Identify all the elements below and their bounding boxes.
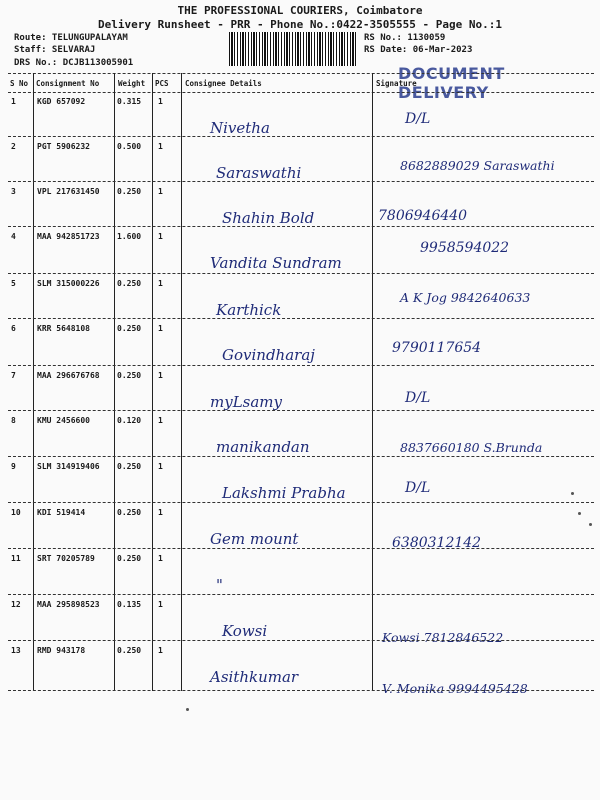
table-top-border [8,73,594,74]
col-sno-header: S No [10,79,29,88]
row-consignee-name: Govindharaj [222,346,315,364]
row-weight: 0.250 [117,324,142,333]
row-sno: 1 [11,97,16,106]
row-consignee-name: Nivetha [210,119,270,137]
row-sno: 9 [11,462,16,471]
row-divider [8,318,594,319]
col-divider-5 [372,73,373,691]
row-signature: 7806946440 [378,208,468,224]
scan-speck [589,523,592,526]
row-weight: 0.500 [117,142,142,151]
col-signature-header: Signature [376,79,417,88]
row-sno: 7 [11,371,16,380]
row-sno: 6 [11,324,16,333]
row-pcs: 1 [158,97,163,106]
col-weight-header: Weight [118,79,146,88]
row-consignment-no: RMD 943178 [37,646,86,655]
row-pcs: 1 [158,646,163,655]
row-sno: 3 [11,187,16,196]
row-sno: 2 [11,142,16,151]
document-delivery-stamp: DOCUMENT DELIVERY [398,64,505,102]
row-consignment-no: SLM 315000226 [37,279,100,288]
row-signature: D/L [405,390,431,406]
row-divider [8,640,594,641]
row-weight: 0.250 [117,508,142,517]
row-consignment-no: KGD 657092 [37,97,86,106]
row-sno: 12 [11,600,21,609]
row-divider [8,690,594,691]
row-pcs: 1 [158,600,163,609]
row-pcs: 1 [158,416,163,425]
row-weight: 1.600 [117,232,142,241]
route-label: Route: TELUNGUPALAYAM [14,33,128,43]
row-pcs: 1 [158,508,163,517]
row-consignment-no: KMU 2456600 [37,416,90,425]
row-consignment-no: MAA 295898523 [37,600,100,609]
row-weight: 0.250 [117,187,142,196]
row-weight: 0.250 [117,554,142,563]
row-consignee-name: Karthick [216,301,282,319]
row-consignee-name: Kowsi [222,622,268,640]
row-consignment-no: SLM 314919406 [37,462,100,471]
scan-speck [578,512,581,515]
runsheet-subtitle: Delivery Runsheet - PRR - Phone No.:0422-3505555 - Page No.:1 [98,18,502,31]
row-divider [8,136,594,137]
barcode-image [229,32,357,66]
row-consignment-no: KDI 519414 [37,508,86,517]
row-consignee-name: Vandita Sundram [210,254,342,272]
row-consignment-no: VPL 217631450 [37,187,100,196]
row-divider [8,456,594,457]
row-pcs: 1 [158,324,163,333]
row-consignee-name: myLsamy [210,393,282,411]
row-consignee-name: " [216,576,223,594]
row-consignee-name: Gem mount [210,530,299,548]
row-pcs: 1 [158,462,163,471]
row-divider [8,502,594,503]
row-weight: 0.250 [117,279,142,288]
row-consignment-no: MAA 296676768 [37,371,100,380]
row-signature: 9958594022 [420,240,510,256]
row-pcs: 1 [158,187,163,196]
row-divider [8,548,594,549]
col-consignee-header: Consignee Details [185,79,262,88]
row-weight: 0.135 [117,600,142,609]
row-sno: 10 [11,508,21,517]
scan-speck [186,708,189,711]
row-pcs: 1 [158,279,163,288]
scan-speck [571,492,574,495]
row-sno: 4 [11,232,16,241]
header-bottom-border [8,92,594,93]
row-weight: 0.250 [117,462,142,471]
col-divider-2 [114,73,115,691]
row-signature: V. Monika 9994495428 [382,681,528,696]
row-divider [8,181,594,182]
row-weight: 0.250 [117,371,142,380]
row-sno: 5 [11,279,16,288]
row-sno: 11 [11,554,21,563]
col-pcs-header: PCS [155,79,169,88]
row-signature: 8682889029 Saraswathi [400,158,555,173]
row-consignment-no: MAA 942851723 [37,232,100,241]
row-divider [8,226,594,227]
row-signature: A K Jog 9842640633 [400,290,531,305]
row-pcs: 1 [158,142,163,151]
row-consignment-no: SRT 70205789 [37,554,95,563]
col-divider-4 [181,73,182,691]
row-consignee-name: Shahin Bold [222,209,315,227]
row-divider [8,365,594,366]
row-divider [8,273,594,274]
row-weight: 0.120 [117,416,142,425]
row-consignment-no: KRR 5648108 [37,324,90,333]
drs-number: DRS No.: DCJB113005901 [14,58,134,68]
row-pcs: 1 [158,232,163,241]
col-consignment-header: Consignment No [36,79,100,88]
row-divider [8,594,594,595]
rs-number: RS No.: 1130059 [364,33,446,43]
row-consignee-name: manikandan [216,438,310,456]
row-signature: 8837660180 S.Brunda [400,440,543,455]
staff-label: Staff: SELVARAJ [14,45,96,55]
row-signature: 6380312142 [392,535,482,551]
row-pcs: 1 [158,554,163,563]
row-sno: 13 [11,646,21,655]
row-consignment-no: PGT 5906232 [37,142,90,151]
rs-date: RS Date: 06-Mar-2023 [364,45,473,55]
runsheet-title: THE PROFESSIONAL COURIERS, Coimbatore [177,4,423,17]
row-divider [8,410,594,411]
row-consignee-name: Lakshmi Prabha [222,484,346,502]
row-signature: Kowsi 7812846522 [382,630,504,645]
col-divider-3 [152,73,153,691]
row-weight: 0.250 [117,646,142,655]
row-consignee-name: Saraswathi [216,164,302,182]
row-signature: D/L [405,480,431,496]
row-signature: 9790117654 [392,340,482,356]
row-sno: 8 [11,416,16,425]
row-pcs: 1 [158,371,163,380]
row-weight: 0.315 [117,97,142,106]
row-signature: D/L [405,111,431,127]
col-divider-1 [33,73,34,691]
row-consignee-name: Asithkumar [210,668,299,686]
